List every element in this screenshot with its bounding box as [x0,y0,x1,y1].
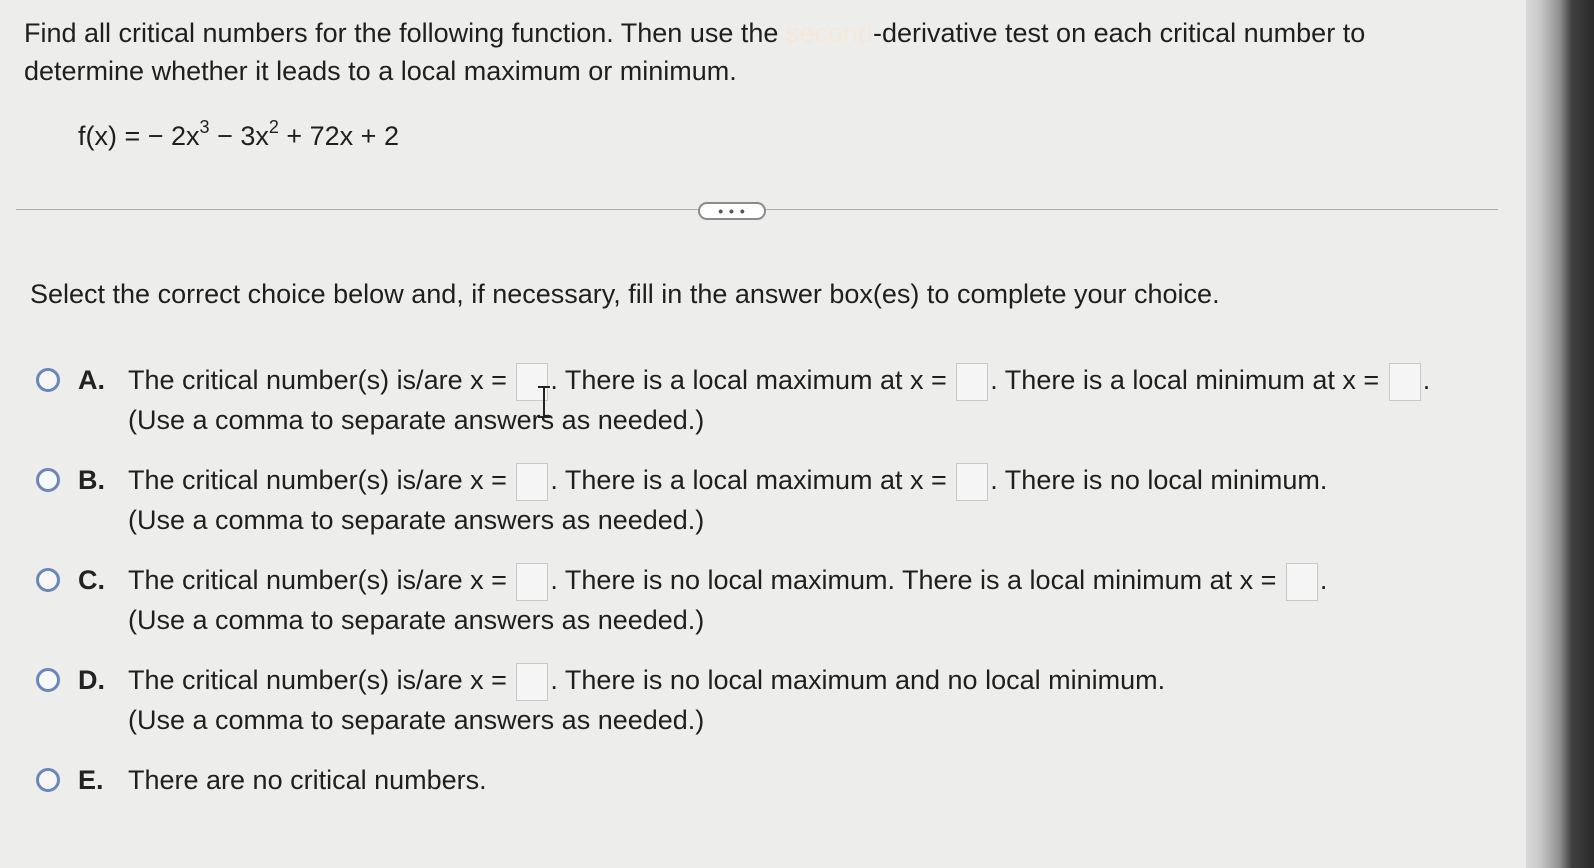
choice-c-text-3: . [1319,565,1328,595]
choice-d-letter: D. [78,665,105,695]
question-text-start: Find all critical numbers for the following function. Then use the [24,18,786,48]
choice-c-critical-input[interactable] [516,563,548,601]
choice-d-text-2: . There is no local maximum and no local minimum. [550,665,1166,695]
choice-b-text-3: . There is no local minimum. [990,465,1328,495]
function-middle: − 3x [209,121,269,151]
choice-a-text-1: The critical number(s) is/are x = [128,365,507,395]
choice-a-text-4: . [1422,365,1431,395]
function-expression [78,116,399,156]
instruction-text: Select the correct choice below and, if necessary, fill in the answer box(es) to complete your choice. [30,279,1220,309]
choice-a-text-2: . There is a local maximum at x = [550,365,947,395]
choice-c-local-min-input[interactable] [1286,563,1318,601]
choice-e-letter: E. [78,765,104,795]
choice-a-letter: A. [78,365,105,395]
choice-b-text-1: The critical number(s) is/are x = [128,465,507,495]
choice-a-text-3: . There is a local minimum at x = [990,365,1380,395]
choice-c-letter: C. [78,565,105,595]
choice-b-text-2: . There is a local maximum at x = [550,465,947,495]
choice-b-note: (Use a comma to separate answers as needed.) [128,505,705,535]
question-text-glare: second [785,18,873,48]
choice-c-note: (Use a comma to separate answers as needed.) [128,605,705,635]
choice-a-line-1 [128,360,1430,401]
choice-b-letter: B. [78,465,105,495]
window-edge [1526,0,1594,868]
choice-c-text-2: . There is no local maximum. There is a local minimum at x = [550,565,1277,595]
choice-b-local-max-input[interactable] [956,463,988,501]
choice-d-text-1: The critical number(s) is/are x = [128,665,507,695]
choice-b-critical-input[interactable] [516,463,548,501]
choice-b-line-1 [128,460,1327,501]
choice-d-note: (Use a comma to separate answers as needed.) [128,705,705,735]
question-prompt [24,14,1444,90]
choice-a-note: (Use a comma to separate answers as needed.) [128,405,705,435]
choice-c-radio[interactable] [36,568,60,592]
choice-c-text-1: The critical number(s) is/are x = [128,565,507,595]
choice-c-line-1 [128,560,1327,601]
choice-a-local-min-input[interactable] [1389,363,1421,401]
choice-a-radio[interactable] [36,368,60,392]
function-exponent-1: 3 [199,117,210,137]
choice-e-text: There are no critical numbers. [128,765,487,795]
choice-d-radio[interactable] [36,668,60,692]
function-exponent-2: 2 [268,117,279,137]
expand-more-button[interactable]: • • • [698,202,766,220]
choice-e-radio[interactable] [36,768,60,792]
choice-b-radio[interactable] [36,468,60,492]
choice-a-local-max-input[interactable] [956,363,988,401]
choice-d-line-1 [128,660,1165,701]
function-lhs: f(x) = − 2x [78,121,200,151]
function-rest: + 72x + 2 [278,121,399,151]
choice-d-critical-input[interactable] [516,663,548,701]
question-text-end: -derivative test on each critical number to determine whether it leads to a local maximum or minimum. [24,18,1366,86]
text-cursor-icon [537,386,551,418]
